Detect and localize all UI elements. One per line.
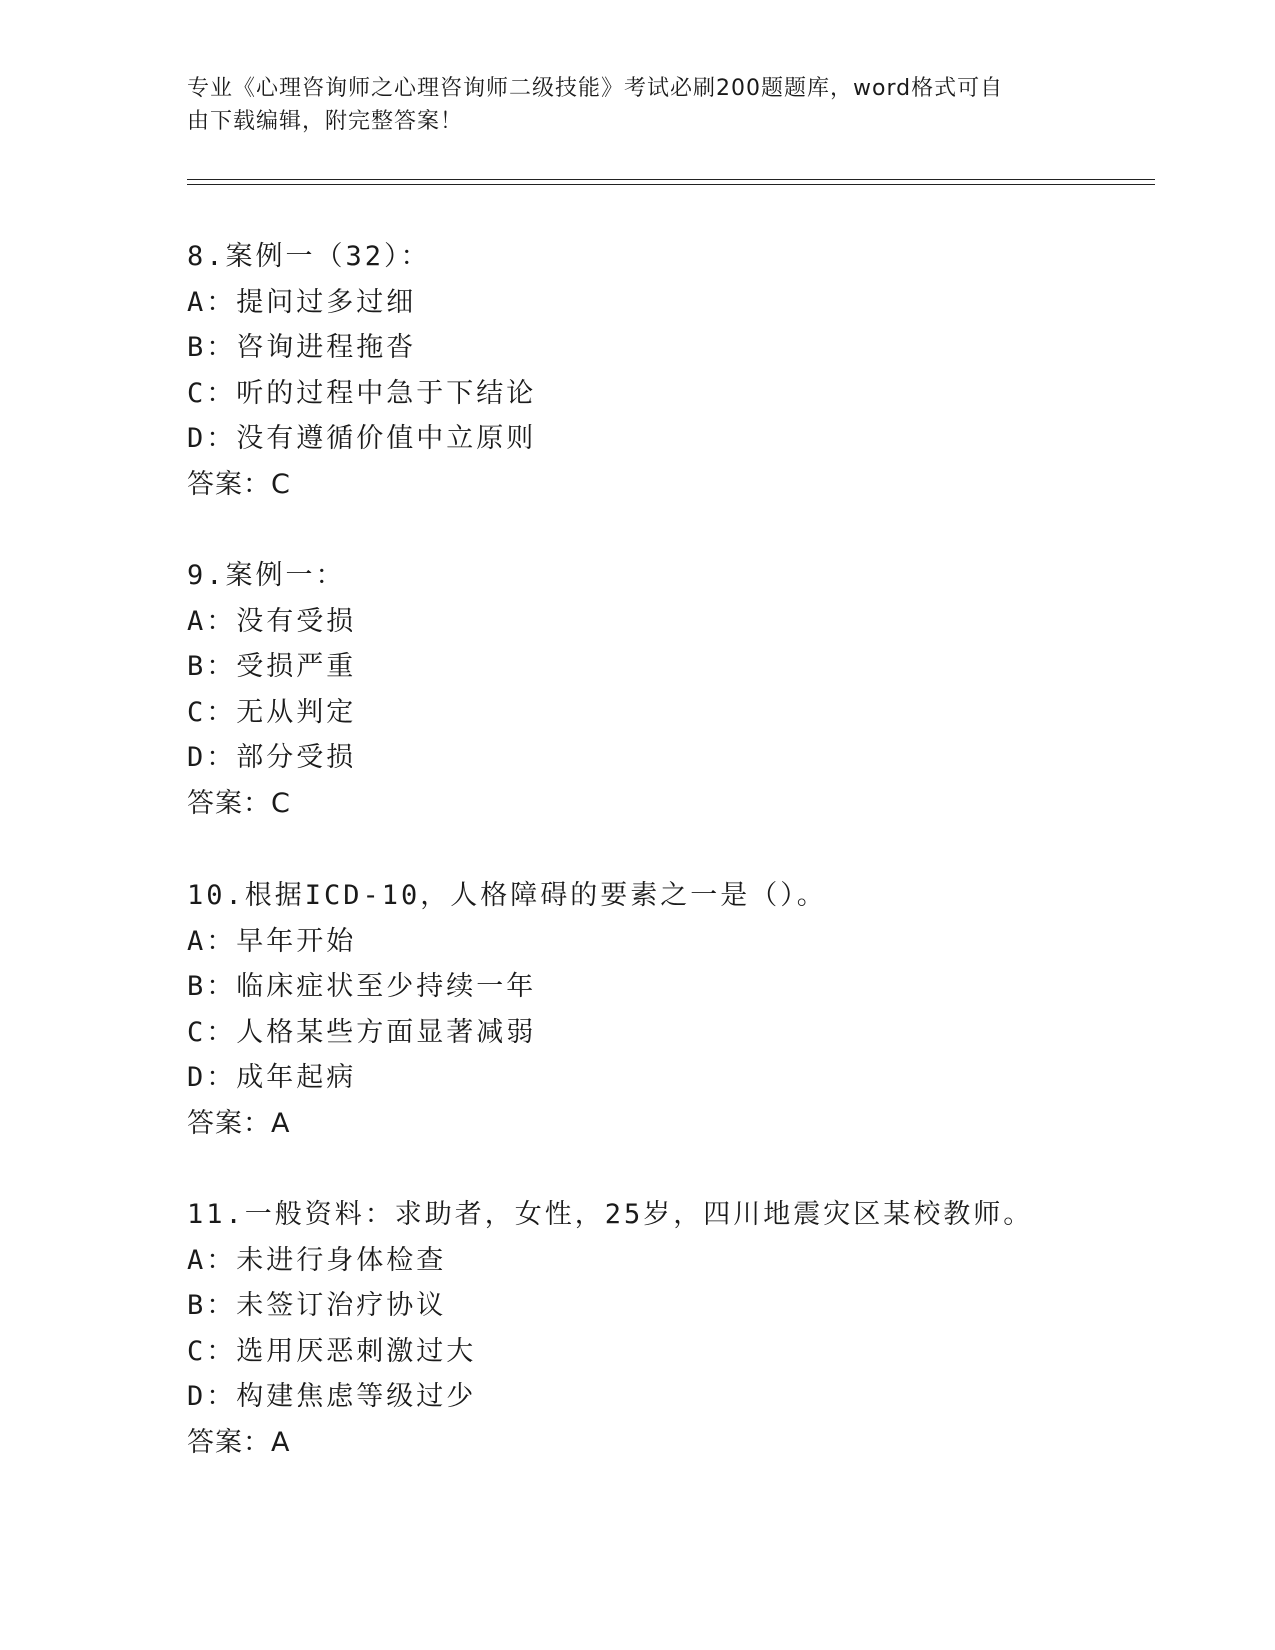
answer: 答案：A [187, 1107, 291, 1139]
answer: 答案：C [187, 787, 291, 819]
option-c: C：选用厌恶刺激过大 [187, 1335, 477, 1367]
option-b: B：未签订治疗协议 [187, 1290, 447, 1322]
question-9 [187, 553, 1187, 827]
question-8 [187, 234, 1187, 508]
header-line-1: 专业《心理咨询师之心理咨询师二级技能》考试必刷200题题库，word格式可自 [187, 76, 1004, 101]
question-stem: 10.根据ICD-10，人格障碍的要素之一是（）。 [187, 880, 827, 911]
option-d: D：部分受损 [187, 742, 357, 774]
option-c: C：人格某些方面显著减弱 [187, 1016, 537, 1048]
option-a: A：早年开始 [187, 925, 357, 957]
option-c: C：听的过程中急于下结论 [187, 377, 537, 409]
option-d: D：没有遵循价值中立原则 [187, 423, 537, 455]
option-b: B：受损严重 [187, 651, 357, 683]
option-d: D：成年起病 [187, 1062, 357, 1094]
question-stem: 9.案例一： [187, 560, 346, 591]
question-10 [187, 873, 1187, 1147]
question-stem: 11.一般资料：求助者，女性，25岁，四川地震灾区某校教师。 [187, 1199, 1034, 1230]
option-b: B：临床症状至少持续一年 [187, 971, 537, 1003]
question-stem: 8.案例一（32）： [187, 241, 431, 272]
option-a: A：没有受损 [187, 605, 357, 637]
option-a: A：未进行身体检查 [187, 1244, 447, 1276]
question-11 [187, 1192, 1187, 1466]
option-a: A：提问过多过细 [187, 286, 417, 318]
header-divider-top [187, 179, 1155, 180]
header-line-2: 由下载编辑，附完整答案！ [187, 109, 464, 134]
option-b: B：咨询进程拖沓 [187, 332, 417, 364]
option-c: C：无从判定 [187, 696, 357, 728]
answer: 答案：C [187, 468, 291, 500]
answer: 答案：A [187, 1426, 291, 1458]
header-divider-bottom [187, 184, 1155, 185]
option-d: D：构建焦虑等级过少 [187, 1381, 477, 1413]
document-header [187, 72, 1067, 138]
